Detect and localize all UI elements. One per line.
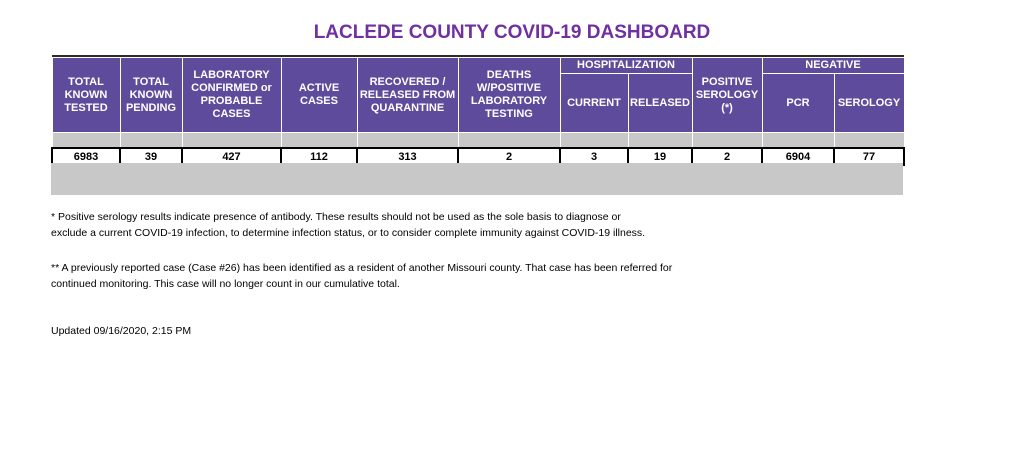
value-total-pending: 39 — [120, 148, 182, 165]
header-neg-pcr: PCR — [762, 74, 834, 133]
value-hosp-current: 3 — [560, 148, 628, 165]
value-lab-confirmed: 427 — [182, 148, 281, 165]
value-recovered: 313 — [357, 148, 458, 165]
header-deaths: DEATHS W/POSITIVE LABORATORY TESTING — [458, 58, 560, 133]
header-neg-serology: SEROLOGY — [834, 74, 904, 133]
value-total-tested: 6983 — [52, 148, 120, 165]
serology-footnote-line: exclude a current COVID-19 infection, to determine infection status, or to consider complete immunity against COVID-19 illness. — [51, 227, 646, 239]
header-total-tested: TOTAL KNOWN TESTED — [52, 58, 120, 133]
header-hosp-current: CURRENT — [560, 74, 628, 133]
value-neg-pcr: 6904 — [762, 148, 834, 165]
serology-footnote-line: * Positive serology results indicate presence of antibody. These results should not be used as the sole basis to diagnose or — [51, 211, 621, 223]
value-hosp-released: 19 — [628, 148, 692, 165]
updated-timestamp: Updated 09/16/2020, 2:15 PM — [51, 325, 192, 337]
header-hospitalization: HOSPITALIZATION — [560, 58, 692, 74]
value-deaths: 2 — [458, 148, 560, 165]
value-active-cases: 112 — [281, 148, 357, 165]
header-total-pending: TOTAL KNOWN PENDING — [120, 58, 182, 133]
header-positive-serology: POSITIVE SEROLOGY (*) — [692, 58, 762, 133]
value-positive-serology: 2 — [692, 148, 762, 165]
header-lab-confirmed: LABORATORY CONFIRMED or PROBABLE CASES — [182, 58, 281, 133]
gray-footer-band — [51, 163, 903, 195]
header-row — [52, 58, 904, 74]
case-footnote-line: continued monitoring. This case will no longer count in our cumulative total. — [51, 278, 400, 290]
header-negative: NEGATIVE — [762, 58, 904, 74]
header-hosp-released: RELEASED — [628, 74, 692, 133]
case-footnote — [51, 260, 672, 292]
gray-spacer-row — [52, 133, 904, 149]
dashboard-table — [51, 55, 905, 166]
case-footnote-line: ** A previously reported case (Case #26) has been identified as a resident of another Missouri county. That case has been referred for — [51, 262, 673, 274]
serology-footnote — [51, 209, 645, 241]
value-neg-serology: 77 — [834, 148, 904, 165]
header-active-cases: ACTIVE CASES — [281, 58, 357, 133]
header-recovered: RECOVERED / RELEASED FROM QUARANTINE — [357, 58, 458, 133]
dashboard-title: LACLEDE COUNTY COVID-19 DASHBOARD — [313, 22, 711, 43]
